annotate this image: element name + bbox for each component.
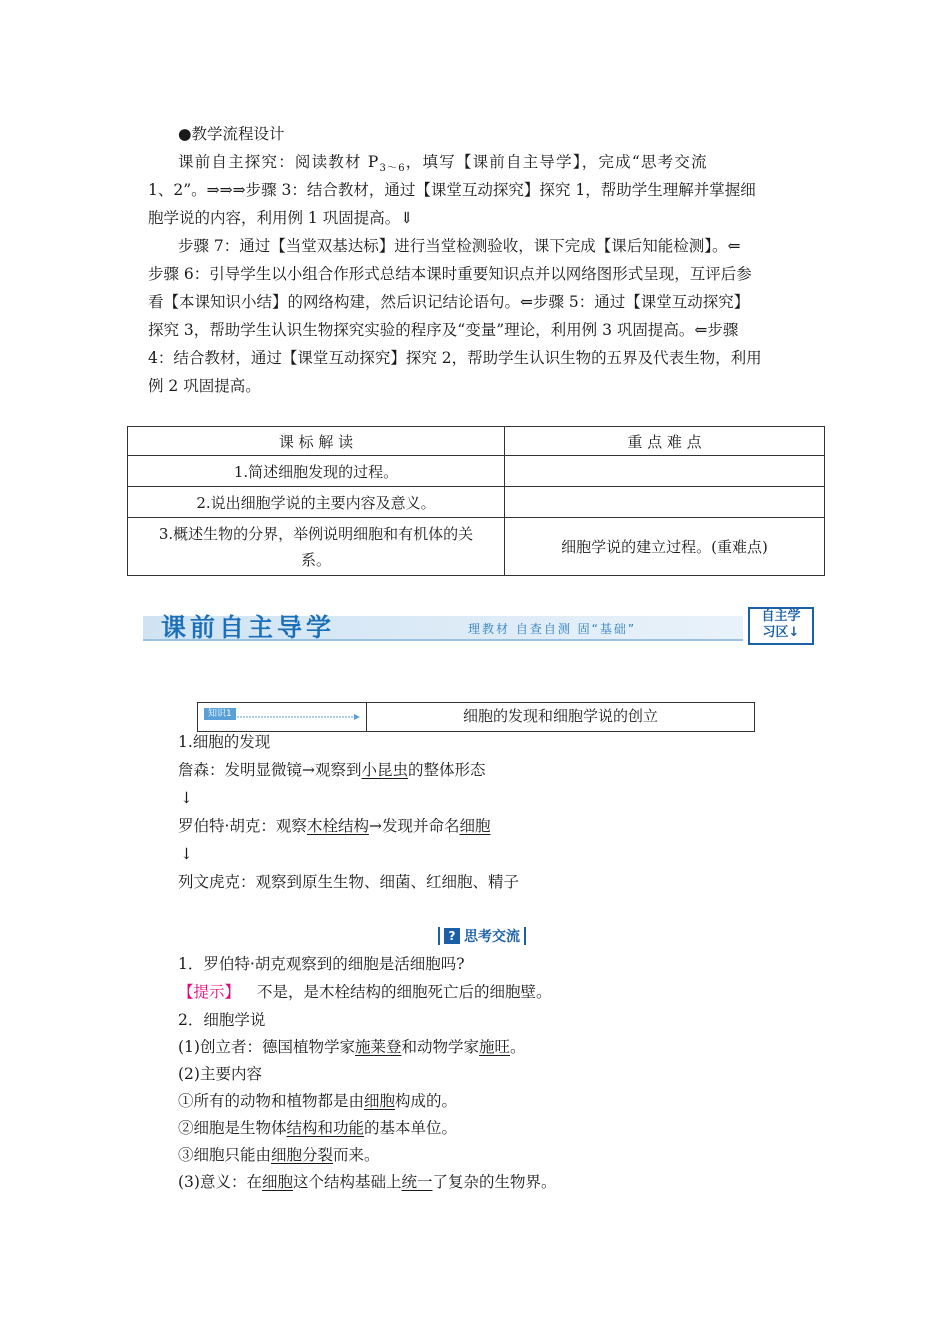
theory-significance: (3)意义：在细胞这个结构基础上统一了复杂的生物界。 (178, 1173, 557, 1191)
down-arrow-icon: ↓ (180, 845, 193, 863)
flow-p2-line4: 探究 3，帮助学生认识生物探究实验的程序及“变量”理论，利用例 3 巩固提高。⇐步骤 (148, 321, 739, 339)
table-row (128, 456, 825, 487)
knowledge-tag: 知识1 (204, 708, 236, 720)
banner-title: 课前自主导学 (161, 613, 336, 642)
flow-heading: ●教学流程设计 (178, 125, 285, 143)
empty-cell (505, 456, 825, 487)
empty-cell (505, 487, 825, 518)
down-arrow-icon: ↓ (180, 789, 193, 807)
theory-item-2: ②细胞是生物体结构和功能的基本单位。 (178, 1119, 458, 1137)
flow-p1-line3: 胞学说的内容，利用例 1 巩固提高。⇓ (148, 209, 414, 227)
flow-p2-line2: 步骤 6：引导学生以小组合作形式总结本课时重要知识点并以网络图形式呈现，互评后参 (148, 265, 752, 283)
bar-icon (524, 927, 526, 945)
flow-p2-line3: 看【本课知识小结】的网络构建，然后识记结论语句。⇐步骤 5：通过【课堂互动探究】 (148, 293, 750, 311)
theory-heading: 2．细胞学说 (178, 1011, 266, 1029)
standard-2: 2.说出细胞学说的主要内容及意义。 (128, 487, 505, 518)
header-standards: 课 标 解 读 (128, 427, 505, 456)
standard-3: 3.概述生物的分界，举例说明细胞和有机体的关 系。 (128, 518, 505, 576)
arrow-icon (204, 709, 362, 723)
flow-p2-line5: 4：结合教材，通过【课堂互动探究】探究 2，帮助学生认识生物的五界及代表生物，利用 (148, 349, 762, 367)
key-point: 细胞学说的建立过程。(重难点) (505, 518, 825, 576)
header-key-points: 重 点 难 点 (505, 427, 825, 456)
flow-p2-line6: 例 2 巩固提高。 (148, 377, 261, 395)
theory-item-3: ③细胞只能由细胞分裂而来。 (178, 1146, 380, 1164)
knowledge-title: 细胞的发现和细胞学说的创立 (462, 707, 658, 725)
think-exchange-label: ? 思考交流 (438, 925, 526, 947)
flow-p1-line1: 课前自主探究：阅读教材 $P_{3\sim 6}$，填写【课前自主导学】，完成“思考交流 (178, 153, 708, 175)
bar-icon (438, 927, 440, 945)
think-question: 1．罗伯特·胡克观察到的细胞是活细胞吗? (178, 955, 465, 973)
think-answer: 【提示】 不是，是木栓结构的细胞死亡后的细胞壁。 (178, 983, 552, 1001)
standards-table (127, 426, 825, 576)
discovery-line-2: 罗伯特·胡克：观察木栓结构→发现并命名细胞 (178, 817, 491, 835)
discovery-line-1: 詹森：发明显微镜→观察到小昆虫的整体形态 (178, 761, 486, 779)
flow-p1-line2: 1、2”。⇒⇒⇒步骤 3：结合教材，通过【课堂互动探究】探究 1，帮助学生理解并掌握细 (148, 181, 756, 199)
banner-subtitle: 理教材 自查自测 固“基础” (468, 622, 637, 636)
standard-1: 1.简述细胞发现的过程。 (128, 456, 505, 487)
table-header-row (128, 427, 825, 456)
discovery-line-3: 列文虎克：观察到原生生物、细菌、红细胞、精子 (178, 873, 520, 891)
table-row (128, 487, 825, 518)
section-banner (143, 606, 815, 646)
table-row (128, 518, 825, 576)
flow-p2-line1: 步骤 7：通过【当堂双基达标】进行当堂检测验收，课下完成【课后知能检测】。⇐ (178, 237, 741, 255)
hint-label: 【提示】 (178, 983, 241, 1001)
discovery-heading: 1.细胞的发现 (178, 733, 271, 751)
knowledge-box (197, 702, 755, 732)
theory-founders: (1)创立者：德国植物学家施莱登和动物学家施旺。 (178, 1038, 526, 1056)
knowledge-tag-cell (198, 703, 367, 731)
theory-content-heading: (2)主要内容 (178, 1065, 262, 1083)
question-icon: ? (444, 928, 460, 944)
banner-badge: 自主学 习区↓ (761, 609, 801, 640)
theory-item-1: ①所有的动物和植物都是由细胞构成的。 (178, 1092, 458, 1110)
